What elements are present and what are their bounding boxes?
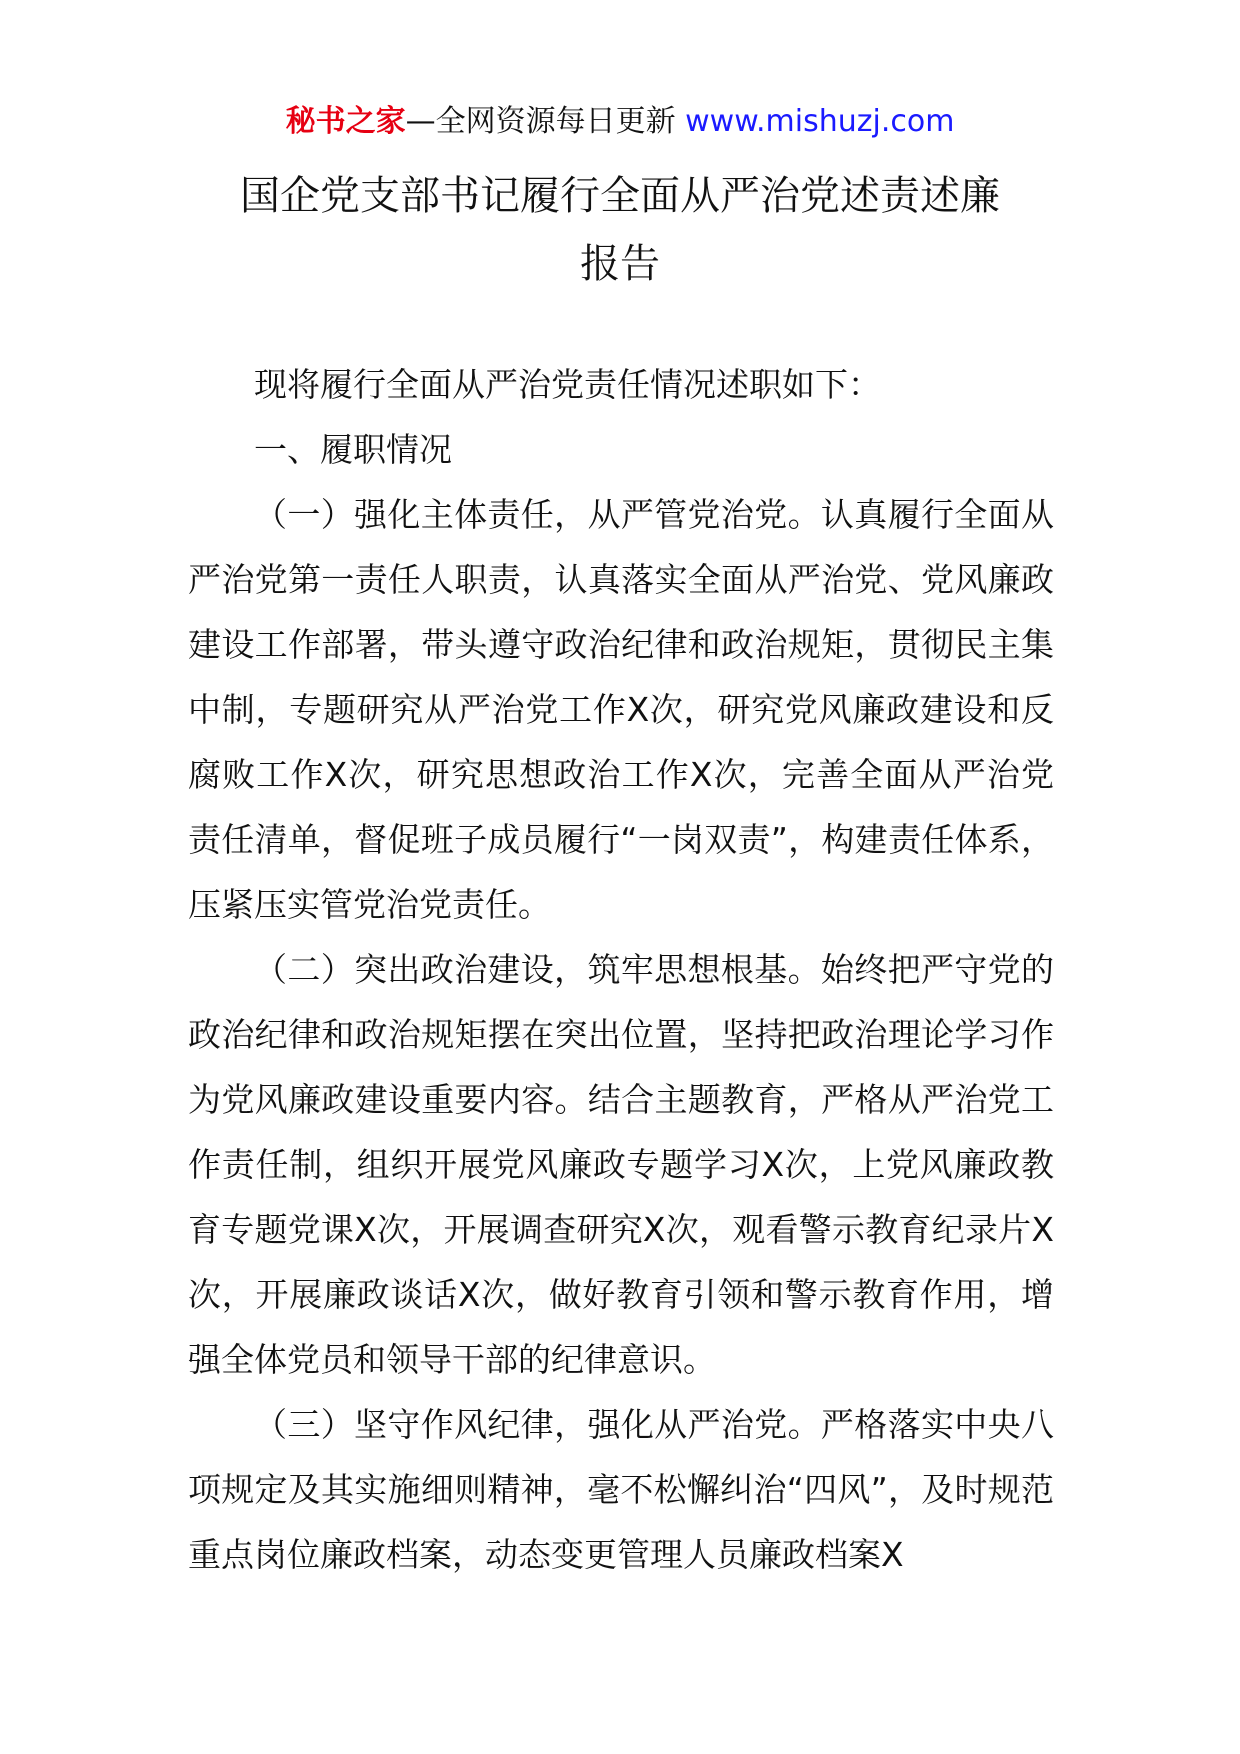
site-header bbox=[0, 100, 1240, 144]
paragraph-1: （一）强化主体责任，从严管党治党。认真履行全面从严治党第一责任人职责，认真落实全面从严治党、党风廉政建设工作部署，带头遵守政治纪律和政治规矩，贯彻民主集中制，专题研究从严治党工作X次，研究党风廉政建设和反腐败工作X次，研究思想政治工作X次，完善全面从严治党责任清单，督促班子成员履行“一岗双责”，构建责任体系，压紧压实管党治党责任。 bbox=[188, 495, 1054, 924]
brand-name: 秘书之家 bbox=[285, 104, 406, 139]
paragraph-2: （二）突出政治建设，筑牢思想根基。始终把严守党的政治纪律和政治规矩摆在突出位置，坚持把政治理论学习作为党风廉政建设重要内容。结合主题教育，严格从严治党工作责任制，组织开展党风廉政专题学习X次，上党风廉政教育专题党课X次，开展调查研究X次，观看警示教育纪录片X次，开展廉政谈话X次，做好教育引领和警示教育作用，增强全体党员和领导干部的纪律意识。 bbox=[188, 950, 1054, 1379]
paragraph-3: （三）坚守作风纪律，强化从严治党。严格落实中央八项规定及其实施细则精神，毫不松懈纠治“四风”，及时规范重点岗位廉政档案，动态变更管理人员廉政档案X bbox=[188, 1405, 1054, 1574]
section-heading: 一、履职情况 bbox=[254, 430, 452, 469]
header-tagline: —全网资源每日更新 bbox=[405, 104, 676, 139]
title-line-2: 报告 bbox=[580, 241, 660, 287]
title-line-1: 国企党支部书记履行全面从严治党述责述廉 bbox=[240, 173, 1000, 219]
document-body bbox=[188, 352, 1054, 1587]
intro-paragraph: 现将履行全面从严治党责任情况述职如下： bbox=[254, 365, 881, 404]
site-url[interactable]: www.mishuzj.com bbox=[685, 104, 955, 139]
document-title bbox=[150, 162, 1090, 298]
